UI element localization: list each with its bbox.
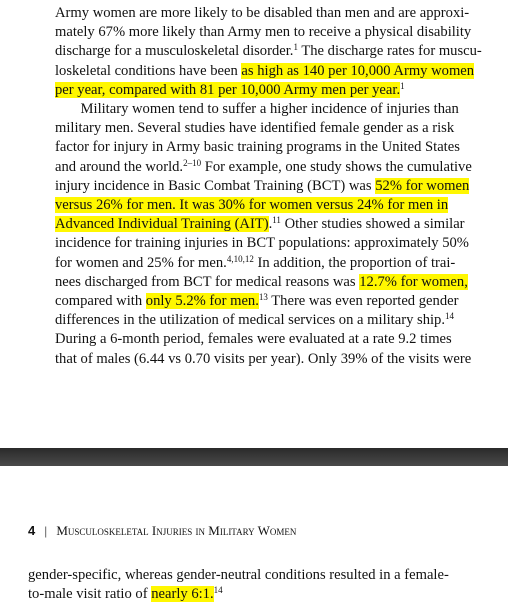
page-divider <box>0 448 508 466</box>
text-line <box>55 158 508 177</box>
text-line <box>55 196 508 215</box>
text-run: Military women tend to suffer a higher incidence of injuries than <box>55 101 459 117</box>
text-run: nees discharged from BCT for medical reasons was <box>55 273 360 290</box>
text-run: Other studies showed a similar <box>280 216 465 233</box>
text-run: compared with <box>55 293 146 309</box>
text-run: factor for injury in Army basic training programs in the United States <box>55 139 460 156</box>
text-line <box>55 292 508 311</box>
citation-superscript: 2–10 <box>183 157 202 168</box>
running-header <box>28 523 296 539</box>
header-separator: | <box>44 523 48 538</box>
text-line <box>55 350 508 369</box>
citation-superscript: 14 <box>213 585 223 596</box>
text-line <box>55 81 508 100</box>
highlighted-text: as high as 140 per 10,000 Army women <box>241 62 475 79</box>
text-line <box>55 215 508 234</box>
citation-superscript: 1 <box>400 80 405 91</box>
text-line <box>55 100 508 119</box>
highlighted-text: nearly 6:1. <box>151 586 214 603</box>
citation-superscript: 11 <box>272 215 281 226</box>
highlighted-text: only 5.2% for men. <box>145 293 259 309</box>
text-run: incidence for training injuries in BCT populations: approximately 50% <box>55 235 469 252</box>
text-run: The discharge rates for muscu- <box>297 43 482 60</box>
text-run: gender-specific, whereas gender-neutral conditions resulted in a female- <box>28 567 449 583</box>
text-line <box>55 330 508 349</box>
text-line <box>55 138 508 157</box>
text-run: for women and 25% for men. <box>55 254 227 271</box>
text-line <box>55 234 508 253</box>
text-run: There was even reported gender <box>267 293 459 309</box>
text-run: During a 6-month period, females were evaluated at a rate 9.2 times <box>55 331 452 348</box>
text-run: military men. Several studies have identified female gender as a risk <box>55 120 455 137</box>
text-run: that of males (6.44 vs 0.70 visits per year). Only 39% of the visits were <box>55 350 472 367</box>
citation-superscript: 13 <box>258 292 268 302</box>
text-run: In addition, the proportion of trai- <box>253 254 456 271</box>
text-line <box>28 566 481 585</box>
text-run: discharge for a musculoskeletal disorder. <box>55 43 294 60</box>
text-line <box>55 311 508 330</box>
text-line <box>55 23 508 42</box>
text-run: differences in the utilization of medical services on a military ship. <box>55 312 445 329</box>
highlighted-text: Advanced Individual Training (AIT) <box>55 216 269 233</box>
text-run: injury incidence in Basic Combat Training (BCT) was <box>55 177 376 194</box>
page-number: 4 <box>28 523 36 538</box>
text-run: mately 67% more likely than Army men to receive a physical disability <box>55 24 472 41</box>
highlighted-text: versus 26% for men. It was 30% for women versus 24% for men in <box>55 197 449 213</box>
text-line <box>55 62 508 81</box>
text-line <box>55 42 508 61</box>
highlighted-text: 52% for women <box>375 177 470 194</box>
citation-superscript: 14 <box>445 311 454 322</box>
text-run: to-male visit ratio of <box>28 586 152 603</box>
text-line <box>55 177 508 196</box>
text-run: For example, one study shows the cumulative <box>201 158 472 175</box>
highlighted-text: 12.7% for women, <box>359 273 468 290</box>
text-line <box>28 585 481 604</box>
text-line <box>55 119 508 138</box>
citation-superscript: 1 <box>293 42 298 53</box>
citation-superscript: 4,10,12 <box>226 253 254 264</box>
text-run: . <box>268 216 273 233</box>
text-line <box>55 4 508 23</box>
text-run: and around the world. <box>55 158 184 175</box>
running-title: Musculoskeletal Injuries in Military Women <box>56 523 297 538</box>
text-run: Army women are more likely to be disabled than men and are approxi- <box>55 5 470 21</box>
text-run: loskeletal conditions have been <box>55 62 242 79</box>
text-line <box>55 273 508 292</box>
text-line <box>55 254 508 273</box>
highlighted-text: per year, compared with 81 per 10,000 Army men per year. <box>55 81 401 98</box>
